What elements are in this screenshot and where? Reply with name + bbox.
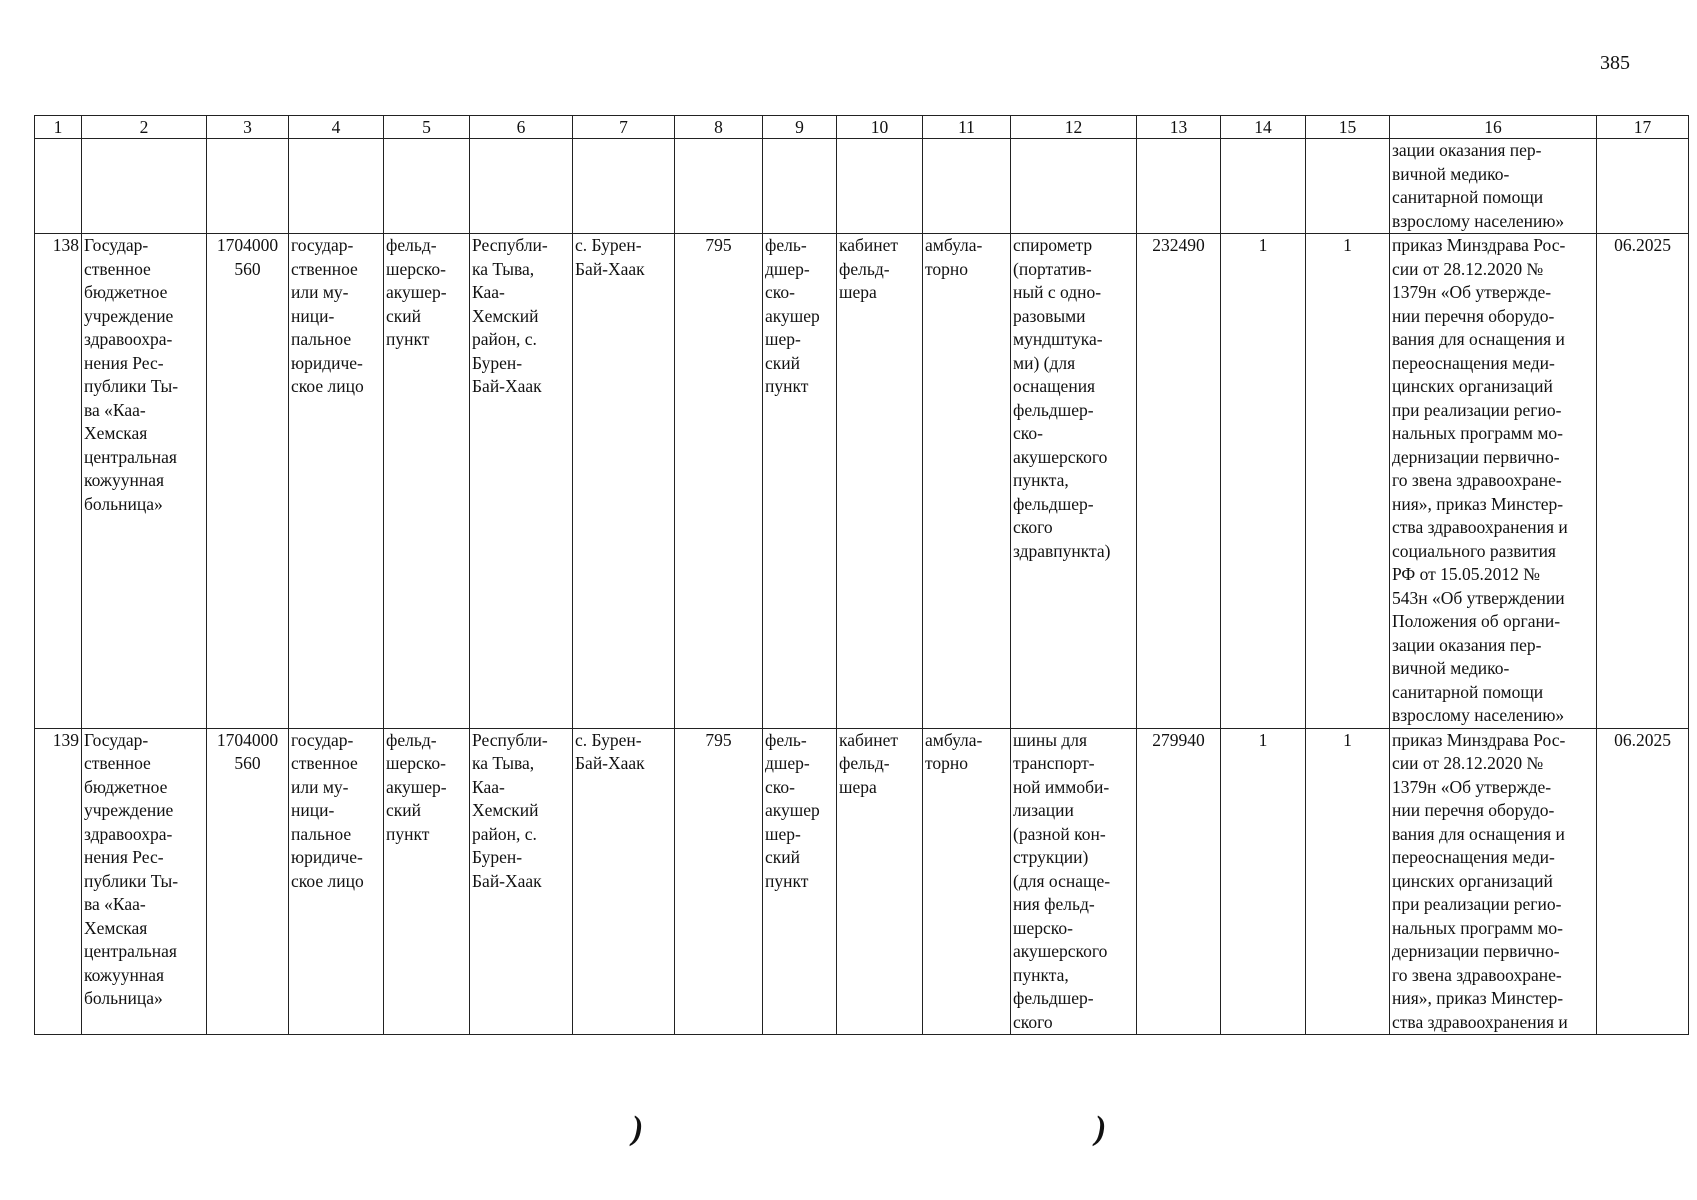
cell <box>1597 139 1689 234</box>
column-number: 13 <box>1137 116 1221 139</box>
column-number: 5 <box>384 116 470 139</box>
cell <box>1221 139 1306 234</box>
settlement: с. Бурен- Бай-Хаак <box>573 234 675 729</box>
subdivision: фель- дшер- ско- акушер шер- ский пункт <box>763 728 837 1035</box>
column-number: 17 <box>1597 116 1689 139</box>
column-number: 11 <box>923 116 1011 139</box>
scan-mark: ) <box>1095 1110 1107 1147</box>
column-number: 12 <box>1011 116 1137 139</box>
cell <box>923 139 1011 234</box>
column-number: 2 <box>82 116 207 139</box>
cell <box>289 139 384 234</box>
due-date: 06.2025 <box>1597 728 1689 1035</box>
room: кабинет фельд- шера <box>837 728 923 1035</box>
column-number: 3 <box>207 116 289 139</box>
address: Республи- ка Тыва, Каа- Хемский район, с. Бурен- Бай-Хаак <box>470 234 573 729</box>
continuation-row <box>35 139 1689 234</box>
cell <box>1011 139 1137 234</box>
row-number: 139 <box>35 728 82 1035</box>
institution-code: 1704000 560 <box>207 728 289 1035</box>
cell <box>573 139 675 234</box>
legal-basis-cell: приказ Минздрава Рос- сии от 28.12.2020 № 1379н «Об утвержде- нии перечня оборудо- вания для оснащения и переоснащения меди- цинских организаций при реализации регио- нальных программ мо- дернизации первично- го звена здравоохране- ния», приказ Минстер- ства здравоохранения и <box>1390 728 1597 1035</box>
table-row <box>35 234 1689 729</box>
cell <box>207 139 289 234</box>
row-number: 138 <box>35 234 82 729</box>
column-number: 6 <box>470 116 573 139</box>
column-number-row <box>35 116 1689 139</box>
quantity-required: 1 <box>1221 234 1306 729</box>
cell <box>35 139 82 234</box>
population: 795 <box>675 234 763 729</box>
institution-name: Государ- ственное бюджетное учреждение здравоохра- нения Рес- публики Ты- ва «Каа- Хемская центральная кожуунная больница» <box>82 728 207 1035</box>
due-date: 06.2025 <box>1597 234 1689 729</box>
institution-code: 1704000 560 <box>207 234 289 729</box>
room: кабинет фельд- шера <box>837 234 923 729</box>
page-number: 385 <box>1600 52 1630 74</box>
population: 795 <box>675 728 763 1035</box>
legal-form: государ- ственное или му- ници- пальное юридиче- ское лицо <box>289 728 384 1035</box>
quantity-planned: 1 <box>1306 728 1390 1035</box>
price: 232490 <box>1137 234 1221 729</box>
unit-type: фельд- шерско- акушер- ский пункт <box>384 728 470 1035</box>
care-conditions: амбула- торно <box>923 234 1011 729</box>
cell <box>675 139 763 234</box>
cell <box>384 139 470 234</box>
column-number: 4 <box>289 116 384 139</box>
subdivision: фель- дшер- ско- акушер шер- ский пункт <box>763 234 837 729</box>
column-number: 8 <box>675 116 763 139</box>
price: 279940 <box>1137 728 1221 1035</box>
cell <box>1137 139 1221 234</box>
settlement: с. Бурен- Бай-Хаак <box>573 728 675 1035</box>
unit-type: фельд- шерско- акушер- ский пункт <box>384 234 470 729</box>
column-number: 16 <box>1390 116 1597 139</box>
table-row <box>35 728 1689 1035</box>
cell <box>470 139 573 234</box>
cell <box>82 139 207 234</box>
cell <box>763 139 837 234</box>
legal-basis-cell: приказ Минздрава Рос- сии от 28.12.2020 № 1379н «Об утвержде- нии перечня оборудо- вания для оснащения и переоснащения меди- цинских организаций при реализации регио- нальных программ мо- дернизации первично- го звена здравоохране- ния», приказ Минстер- ства здравоохранения и социального развития РФ от 15.05.2012 № 543н «Об утверждении Положения об органи- зации оказания пер- вичной медико- санитарной помощи взрослому населению» <box>1390 234 1597 729</box>
legal-form: государ- ственное или му- ници- пальное юридиче- ское лицо <box>289 234 384 729</box>
cell <box>837 139 923 234</box>
column-number: 15 <box>1306 116 1390 139</box>
scan-mark: ) <box>632 1110 644 1147</box>
column-number: 10 <box>837 116 923 139</box>
column-number: 1 <box>35 116 82 139</box>
quantity-required: 1 <box>1221 728 1306 1035</box>
column-number: 7 <box>573 116 675 139</box>
institution-name: Государ- ственное бюджетное учреждение здравоохра- нения Рес- публики Ты- ва «Каа- Хемская центральная кожуунная больница» <box>82 234 207 729</box>
equipment-name: спирометр (портатив- ный с одно- разовыми мундштука- ми) (для оснащения фельдшер- ско- акушерского пункта, фельдшер- ского здравпункта) <box>1011 234 1137 729</box>
equipment-name: шины для транспорт- ной иммоби- лизации (разной кон- струкции) (для оснаще- ния фельд- шерско- акушерского пункта, фельдшер- ского <box>1011 728 1137 1035</box>
legal-basis-cell: зации оказания пер- вичной медико- санитарной помощи взрослому населению» <box>1390 139 1597 234</box>
column-number: 9 <box>763 116 837 139</box>
column-number: 14 <box>1221 116 1306 139</box>
quantity-planned: 1 <box>1306 234 1390 729</box>
equipment-table <box>34 115 1689 1035</box>
care-conditions: амбула- торно <box>923 728 1011 1035</box>
address: Республи- ка Тыва, Каа- Хемский район, с. Бурен- Бай-Хаак <box>470 728 573 1035</box>
cell <box>1306 139 1390 234</box>
